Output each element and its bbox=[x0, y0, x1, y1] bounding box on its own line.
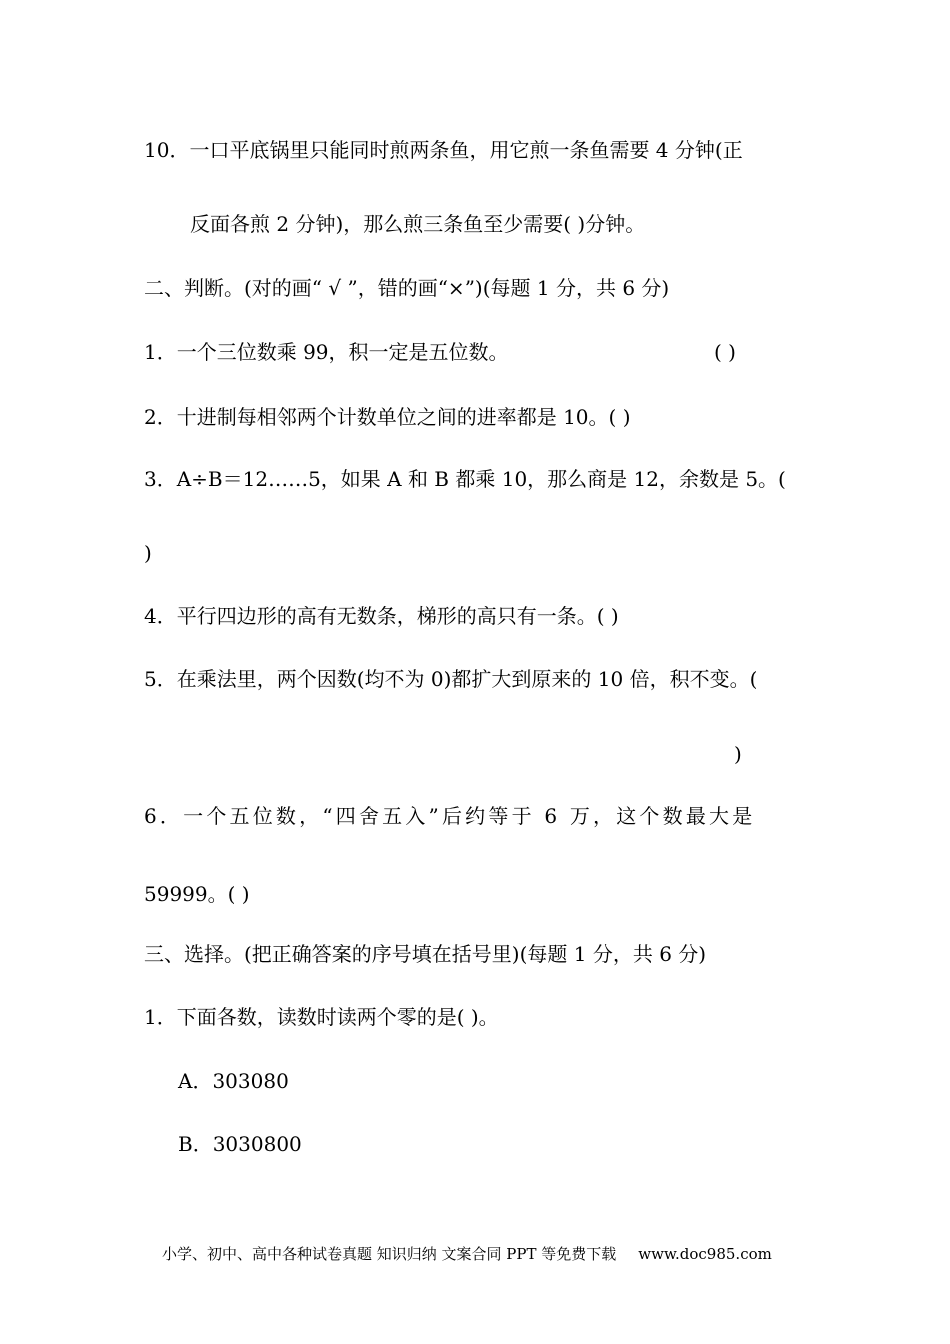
q10-line1: 10．一口平底锅里只能同时煎两条鱼，用它煎一条鱼需要 4 分钟(正 bbox=[144, 138, 743, 162]
judge-item-5-bracket: ) bbox=[734, 742, 742, 766]
choice-option-a: A．303080 bbox=[178, 1069, 289, 1093]
footer-site[interactable]: www.doc985.com bbox=[638, 1245, 772, 1263]
judge-item-4: 4．平行四边形的高有无数条，梯形的高只有一条。( ) bbox=[144, 604, 619, 628]
judge-item-1-bracket: ( ) bbox=[714, 340, 736, 364]
choice-option-b: B．3030800 bbox=[178, 1132, 302, 1156]
q10-line2: 反面各煎 2 分钟)，那么煎三条鱼至少需要( )分钟。 bbox=[190, 212, 646, 236]
judge-item-1: 1．一个三位数乘 99，积一定是五位数。 bbox=[144, 340, 509, 364]
page-footer bbox=[162, 1243, 772, 1265]
choice-item-1: 1．下面各数，读数时读两个零的是( )。 bbox=[144, 1005, 499, 1029]
section2-title: 二、判断。(对的画“ √ ”，错的画“×”)(每题 1 分，共 6 分) bbox=[144, 276, 670, 300]
judge-item-6-cont: 59999。( ) bbox=[144, 882, 250, 906]
judge-item-5: 5．在乘法里，两个因数(均不为 0)都扩大到原来的 10 倍，积不变。( bbox=[144, 667, 758, 691]
judge-item-3-bracket: ) bbox=[144, 541, 152, 565]
judge-item-6: 6．一个五位数，“四舍五入”后约等于 6 万，这个数最大是 bbox=[144, 804, 756, 828]
judge-item-3: 3．A÷B＝12……5，如果 A 和 B 都乘 10，那么商是 12，余数是 5。( bbox=[144, 467, 786, 491]
section3-title: 三、选择。(把正确答案的序号填在括号里)(每题 1 分，共 6 分) bbox=[144, 942, 707, 966]
footer-text: 小学、初中、高中各种试卷真题 知识归纳 文案合同 PPT 等免费下载 bbox=[162, 1245, 617, 1263]
judge-item-2: 2．十进制每相邻两个计数单位之间的进率都是 10。( ) bbox=[144, 405, 631, 429]
